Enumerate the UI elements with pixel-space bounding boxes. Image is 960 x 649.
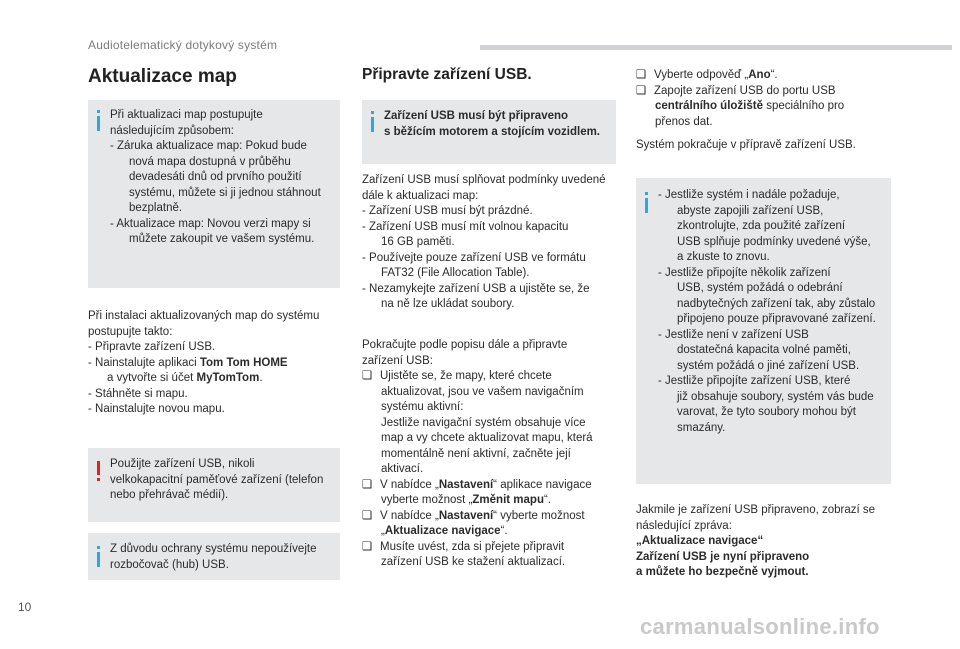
text-line: „Aktualizace navigace“. [381, 525, 508, 537]
text-line: zařízení USB: [362, 354, 433, 367]
usb-preparation-steps [362, 338, 593, 571]
text-line: dostatečná kapacita volné paměti, [677, 344, 851, 356]
app-name: Tom Tom HOME [199, 356, 288, 369]
text-line: ❑ Musíte uvést, zda si přejete připravit [362, 540, 593, 556]
text-line: smazány. [677, 421, 726, 434]
text-line: s běžícím motorem a stojícím vozidlem. [384, 125, 601, 138]
answer-option: Ano [748, 69, 771, 81]
text-line: následující zpráva: [636, 519, 732, 532]
watermark: carmanualsonline.info [640, 614, 880, 639]
text-line: - Připravte zařízení USB. [88, 341, 216, 353]
account-name: MyTomTom [196, 372, 260, 384]
text-line: 16 GB paměti. [381, 236, 455, 248]
text-line: rozbočovač (hub) USB. [110, 558, 229, 571]
text-line: ❑ Vyberte odpověď „Ano“. [636, 68, 844, 84]
text-line: devadesáti dnů od prvního použití [129, 171, 302, 183]
warning-icon [97, 461, 100, 475]
bullet-icon: ❑ [362, 478, 373, 491]
text-line: - Nainstalujte novou mapu. [88, 403, 225, 415]
text-line: - Záruka aktualizace map: Pokud bude [110, 140, 307, 152]
option-name: Aktualizace navigace [384, 525, 501, 537]
text-line: již obsahuje soubory, systém vás bude [677, 390, 874, 403]
port-name: centrálního úložiště [655, 100, 763, 112]
text-line: na ně lze ukládat soubory. [381, 298, 515, 310]
text-line: ❑ V nabídce „Nastavení“ aplikace navigace [362, 478, 593, 494]
section-title: Audiotelematický dotykový systém [88, 38, 278, 52]
page-title: Aktualizace map [88, 66, 237, 87]
text-line: Použijte zařízení USB, nikoli [110, 458, 255, 470]
usb-ready-message [636, 503, 875, 581]
install-instructions [88, 309, 319, 418]
text-line: přenos dat. [655, 115, 713, 128]
text-line: systému aktivní: [381, 401, 464, 413]
text-line: - Jestliže připojíte několik zařízení [658, 266, 831, 279]
text-line: velkokapacitní paměťové zařízení (telefon [110, 473, 324, 486]
system-status-line: Systém pokračuje v přípravě zařízení USB. [636, 139, 856, 151]
text-line: Z důvodu ochrany systému nepoužívejte [110, 543, 317, 555]
bullet-icon: ❑ [636, 69, 647, 81]
info-icon [645, 198, 648, 213]
text-line: a vytvořte si účet MyTomTom. [107, 372, 263, 384]
info-box-hub [88, 533, 340, 580]
text-line: - Jestliže není v zařízení USB [658, 328, 809, 341]
info-box-map-update [88, 100, 340, 288]
message-text: a můžete ho bezpečně vyjmout. [636, 566, 809, 578]
info-box-usb-prep [362, 100, 616, 164]
text-line: systém požádá o jiné zařízení USB. [677, 359, 860, 372]
text-line: map a vy chcete aktualizovat mapu, která [381, 432, 593, 444]
text-line: Jestliže navigační systém obsahuje více [381, 416, 586, 429]
text-line: aktivací. [381, 463, 424, 475]
text-line: USB splňuje podmínky uvedené výše, [677, 235, 871, 248]
text-line: varovat, že tyto soubory mohou být [677, 406, 856, 418]
info-icon [97, 552, 100, 567]
text-line: - Používejte pouze zařízení USB ve formátu [362, 251, 586, 264]
section-heading: Připravte zařízení USB. [362, 66, 532, 83]
text-line: můžete zakoupit ve vašem systému. [129, 233, 315, 245]
text-line: ❑ Ujistěte se, že mapy, které chcete [362, 369, 593, 385]
text-line: nebo přehrávač médií). [110, 489, 229, 501]
text-line: - Nainstalujte aplikaci Tom Tom HOME [88, 356, 288, 369]
text-line: - Aktualizace map: Novou verzi mapy si [110, 217, 311, 230]
text-line: vyberte možnost „Změnit mapu“. [381, 494, 551, 506]
text-line: - Jestliže připojíte zařízení USB, které [658, 375, 851, 387]
text-line: USB, systém požádá o odebrání [677, 282, 843, 294]
text-line: systému, můžete si ji jednou stáhnout [129, 186, 321, 199]
text-line: připojeno pouze připravované zařízení. [677, 313, 876, 325]
info-icon [371, 117, 374, 132]
bullet-icon: ❑ [362, 509, 373, 522]
text-line: ❑ V nabídce „Nastavení“ vyberte možnost [362, 509, 593, 525]
text-line: - Stáhněte si mapu. [88, 387, 188, 400]
usb-requirements [362, 173, 606, 313]
text-line: Zařízení USB musí splňovat podmínky uvedené [362, 174, 606, 186]
text-line: a zkuste to znovu. [677, 251, 770, 263]
text-line: - Jestliže systém i nadále požaduje, [658, 189, 840, 201]
menu-name: Nastavení [438, 509, 494, 522]
text-line: zařízení USB ke stažení aktualizací. [381, 556, 566, 568]
text-line: Při aktualizaci map postupujte [110, 109, 263, 121]
message-title: „Aktualizace navigace“ [636, 535, 764, 547]
text-line: Jakmile je zařízení USB připraveno, zobrazí se [636, 504, 876, 516]
text-line: - Zařízení USB musí mít volnou kapacitu [362, 220, 569, 233]
text-line: postupujte takto: [88, 325, 173, 338]
page-number: 10 [18, 600, 32, 614]
usb-connect-steps [636, 68, 844, 130]
info-icon [97, 116, 100, 131]
text-line: následujícím způsobem: [110, 124, 235, 137]
text-line: - Nezamykejte zařízení USB a ujistěte se, že [362, 282, 590, 295]
text-line: nová mapa dostupná v průběhu [129, 155, 291, 168]
menu-name: Nastavení [438, 478, 494, 491]
header-rule [480, 45, 952, 50]
text-line: momentálně není aktivní, začněte její [381, 447, 571, 460]
text-line: - Zařízení USB musí být prázdné. [362, 205, 533, 217]
bullet-icon: ❑ [636, 84, 647, 97]
bullet-icon: ❑ [362, 370, 373, 382]
text-line: Při instalaci aktualizovaných map do systému [88, 310, 320, 322]
option-name: Změnit mapu [472, 494, 544, 506]
bullet-icon: ❑ [362, 540, 373, 553]
text-line: centrálního úložiště speciálního pro [655, 100, 845, 112]
text-line: ❑ Zapojte zařízení USB do portu USB [636, 84, 844, 100]
text-line: abyste zapojili zařízení USB, [677, 204, 824, 217]
text-line: bezplatně. [129, 202, 183, 214]
text-line: dále k aktualizaci map: [362, 189, 479, 202]
info-box-troubleshooting [636, 178, 891, 484]
text-line: zkontrolujte, zda použité zařízení [677, 220, 846, 232]
text-line: Pokračujte podle popisu dále a připravte [362, 339, 568, 351]
text-line: aktualizovat, jsou ve vašem navigačním [381, 385, 584, 398]
text-line: nadbytečných zařízení tak, aby zůstalo [677, 297, 876, 310]
message-text: Zařízení USB je nyní připraveno [636, 550, 810, 563]
text-line: Zařízení USB musí být připraveno [384, 110, 569, 122]
text-line: FAT32 (File Allocation Table). [381, 267, 530, 279]
warning-box [88, 448, 340, 522]
